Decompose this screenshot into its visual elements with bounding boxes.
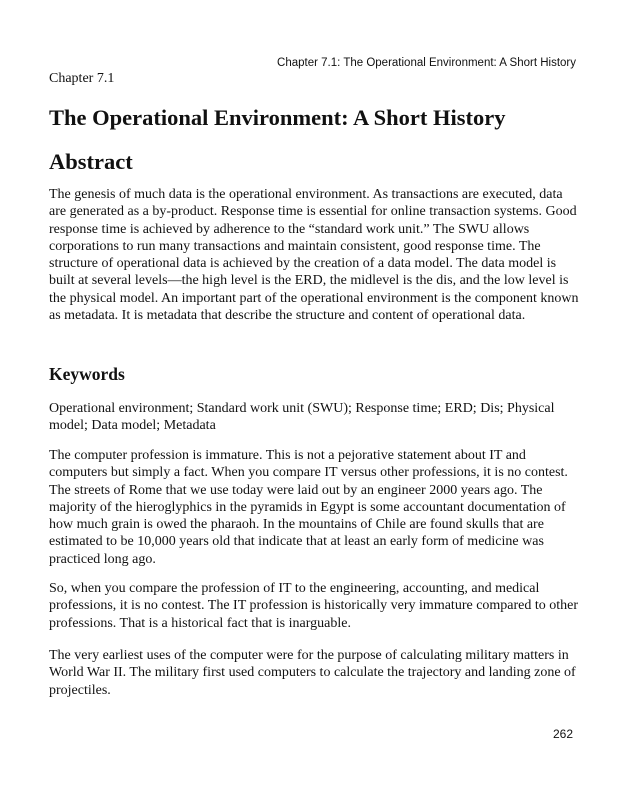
chapter-label: Chapter 7.1: [49, 71, 115, 86]
keywords-paragraph: Operational environment; Standard work unit (SWU); Response time; ERD; Dis; Physical model; Data model; Metadata: [49, 401, 555, 434]
body-paragraph-2: So, when you compare the profession of IT to the engineering, accounting, and medical professions, it is no contest. The IT profession is historically very immature compared to other professions. That is a historical fact that is inarguable.: [49, 581, 579, 631]
body-paragraph-1: The computer profession is immature. This is not a pejorative statement about IT and computers but simply a fact. When you compare IT versus other professions, it is no contest. The streets of Rome that we use today were laid out by an engineer 2000 years ago. The majority of the hieroglyphics in the pyramids in Egypt is some accountant documentation of how much grain is owed the pharaoh. In the mountains of Chile are found skulls that are estimated to be 10,000 years old that indicate that at least an early form of medicine was practiced long ago.: [49, 448, 568, 567]
page-number: 262: [552, 727, 573, 741]
chapter-title: The Operational Environment: A Short History: [49, 105, 506, 130]
abstract-paragraph: The genesis of much data is the operational environment. As transactions are executed, data are generated as a by-product. Response time is essential for online transaction systems. Good response time is achieved by adherence to the “standard work unit.” The SWU allows corporations to run many transactions and maintain consistent, good response time. The structure of operational data is achieved by the creation of a data model. The data model is built at several levels—the high level is the ERD, the midlevel is the dis, and the low level is the physical model. An important part of the operational environment is the component known as metadata. It is metadata that describe the structure and content of operational data.: [49, 187, 579, 324]
body-paragraph-3: The very earliest uses of the computer were for the purpose of calculating military matters in World War II. The military first used computers to calculate the trajectory and landing zone of projectiles.: [49, 648, 576, 698]
running-header: Chapter 7.1: The Operational Environment: A Short History: [277, 57, 576, 69]
abstract-heading: Abstract: [49, 149, 133, 174]
keywords-heading: Keywords: [49, 364, 125, 384]
